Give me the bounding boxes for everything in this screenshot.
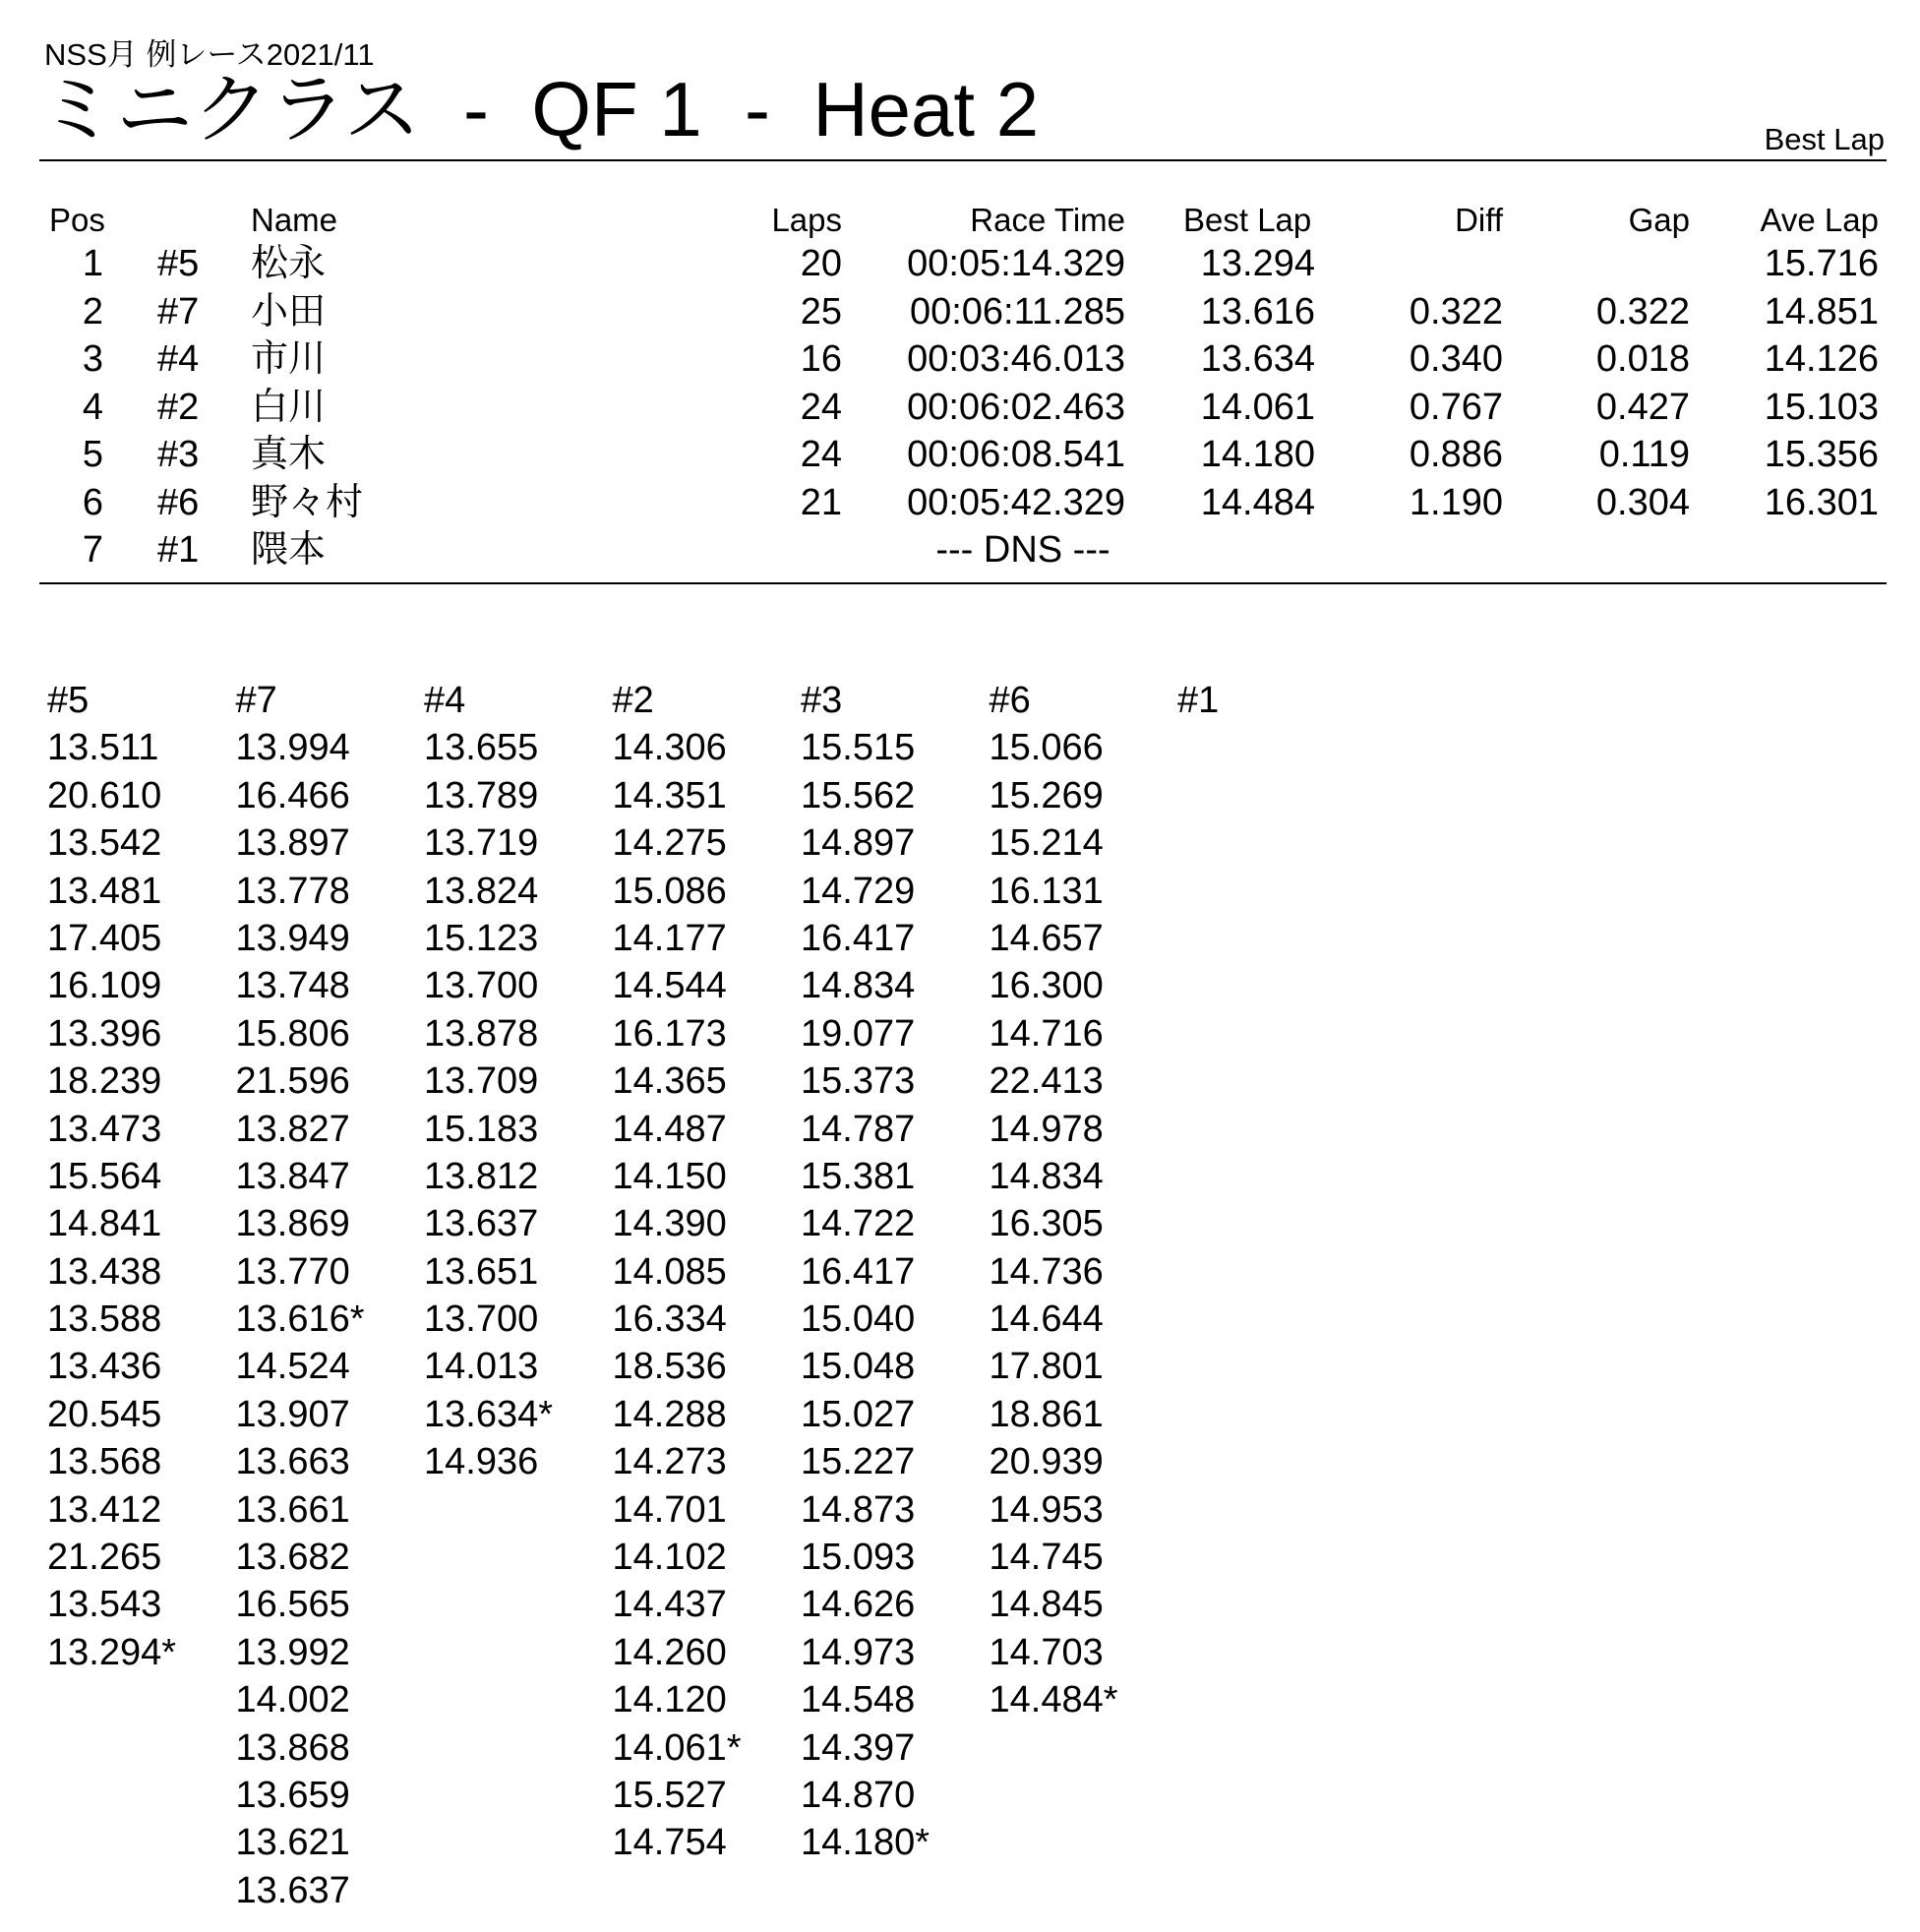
results-rule (39, 582, 1887, 584)
lap-time: 13.637 (235, 1869, 350, 1911)
lap-time: 13.827 (235, 1108, 350, 1150)
cell-race-time: 00:06:08.541 (907, 434, 1125, 475)
cell-pos: 3 (82, 338, 103, 380)
lap-time: 13.412 (47, 1488, 162, 1531)
lap-time: 15.527 (612, 1774, 727, 1816)
lap-time: 13.511 (47, 727, 159, 769)
lap-time: 14.787 (801, 1108, 916, 1150)
lap-time: 13.568 (47, 1441, 162, 1483)
lap-time: 13.481 (47, 870, 162, 912)
cell-race-time: 00:06:02.463 (907, 386, 1125, 428)
lap-time: 16.466 (235, 774, 350, 816)
cell-pos: 1 (82, 243, 103, 284)
lap-time: 14.754 (612, 1822, 727, 1864)
cell-gap: 0.427 (1595, 386, 1690, 428)
col-header-pos: Pos (49, 202, 105, 238)
lap-time: 14.845 (989, 1584, 1104, 1626)
lap-time: 13.812 (424, 1155, 539, 1197)
lap-time: 14.897 (801, 822, 916, 865)
lap-time: 13.659 (235, 1774, 350, 1816)
lap-time: 13.778 (235, 870, 350, 912)
lap-time: 14.544 (612, 965, 727, 1007)
lap-time: 15.086 (612, 870, 727, 912)
lap-column-header: #3 (801, 680, 843, 721)
lap-time: 13.869 (235, 1203, 350, 1245)
lap-time: 13.949 (235, 917, 350, 959)
lap-time: 14.013 (424, 1346, 539, 1388)
lap-time: 15.048 (801, 1346, 916, 1388)
lap-time: 13.294* (47, 1631, 177, 1673)
lap-time: 14.487 (612, 1108, 727, 1150)
lap-time: 14.120 (612, 1679, 727, 1721)
cell-pos: 2 (82, 290, 103, 332)
cell-car-number: #1 (157, 529, 200, 571)
lap-time: 13.907 (235, 1393, 350, 1435)
lap-time: 14.736 (989, 1250, 1104, 1293)
col-header-best-lap: Best Lap (1183, 202, 1312, 238)
lap-time: 15.123 (424, 917, 539, 959)
lap-time: 16.131 (989, 870, 1104, 912)
lap-time: 14.275 (612, 822, 727, 865)
col-header-diff: Diff (1455, 202, 1503, 238)
lap-time: 14.745 (989, 1537, 1104, 1579)
cell-best-lap: 13.634 (1200, 338, 1315, 380)
cell-laps: 20 (800, 243, 842, 284)
lap-column-header: #4 (424, 680, 466, 721)
cell-name: 市川 (251, 338, 327, 380)
lap-time: 14.973 (801, 1631, 916, 1673)
page-title: ミニクラス - QF 1 - Heat 2 (39, 66, 1040, 152)
lap-time: 14.626 (801, 1584, 916, 1626)
cell-car-number: #2 (157, 386, 200, 428)
lap-time: 13.709 (424, 1060, 539, 1103)
lap-time: 18.536 (612, 1346, 727, 1388)
lap-column (1177, 677, 1219, 724)
lap-column (801, 677, 930, 1867)
lap-time: 14.177 (612, 917, 727, 959)
lap-time: 13.824 (424, 870, 539, 912)
lap-time: 15.515 (801, 727, 916, 769)
lap-time: 15.806 (235, 1012, 350, 1055)
lap-time: 20.610 (47, 774, 162, 816)
lap-time: 21.596 (235, 1060, 350, 1103)
lap-time: 14.703 (989, 1631, 1104, 1673)
lap-time: 16.109 (47, 965, 162, 1007)
lap-time: 14.061* (612, 1726, 742, 1769)
cell-gap: 0.322 (1595, 290, 1690, 332)
lap-time: 14.644 (989, 1298, 1104, 1341)
lap-time: 13.543 (47, 1584, 162, 1626)
cell-laps: 24 (800, 386, 842, 428)
lap-time: 14.390 (612, 1203, 727, 1245)
cell-race-time: 00:06:11.285 (909, 290, 1125, 332)
lap-time: 16.300 (989, 965, 1104, 1007)
cell-diff: 0.322 (1409, 290, 1503, 332)
lap-time: 13.396 (47, 1012, 162, 1055)
lap-time: 13.637 (424, 1203, 539, 1245)
lap-time: 13.748 (235, 965, 350, 1007)
lap-time: 14.978 (989, 1108, 1104, 1150)
col-header-gap: Gap (1628, 202, 1690, 238)
lap-time: 13.770 (235, 1250, 350, 1293)
lap-time: 13.616* (235, 1298, 365, 1341)
cell-name: 小田 (251, 290, 327, 332)
lap-time: 21.265 (47, 1537, 162, 1579)
lap-time: 14.102 (612, 1537, 727, 1579)
lap-time: 14.834 (989, 1155, 1104, 1197)
lap-time: 14.524 (235, 1346, 350, 1388)
col-header-laps: Laps (771, 202, 842, 238)
lap-time: 15.027 (801, 1393, 916, 1435)
cell-laps: 21 (800, 481, 842, 523)
lap-time: 13.682 (235, 1537, 350, 1579)
cell-best-lap: 14.180 (1200, 434, 1315, 475)
lap-time: 22.413 (989, 1060, 1104, 1103)
lap-column (613, 677, 742, 1867)
lap-time: 13.473 (47, 1108, 162, 1150)
cell-best-lap: 13.616 (1200, 290, 1315, 332)
cell-best-lap: 13.294 (1200, 243, 1315, 284)
lap-column (236, 677, 365, 1914)
cell-ave-lap: 15.356 (1764, 434, 1879, 475)
lap-time: 14.288 (612, 1393, 727, 1435)
header-rule (39, 159, 1887, 161)
cell-name: 真木 (251, 434, 327, 475)
lap-time: 14.841 (47, 1203, 162, 1245)
lap-time: 15.227 (801, 1441, 916, 1483)
lap-column (424, 677, 553, 1486)
lap-column (990, 677, 1118, 1724)
lap-time: 14.002 (235, 1679, 350, 1721)
lap-time: 15.066 (989, 727, 1104, 769)
lap-time: 13.992 (235, 1631, 350, 1673)
cell-race-time: 00:03:46.013 (907, 338, 1125, 380)
lap-time: 13.661 (235, 1488, 350, 1531)
lap-time: 15.214 (989, 822, 1104, 865)
lap-time: 13.621 (235, 1822, 350, 1864)
lap-time: 14.484* (989, 1679, 1118, 1721)
lap-time: 16.565 (235, 1584, 350, 1626)
lap-time: 15.269 (989, 774, 1104, 816)
cell-diff: 0.767 (1409, 386, 1503, 428)
lap-time: 13.719 (424, 822, 539, 865)
lap-time: 20.939 (989, 1441, 1104, 1483)
lap-time: 13.438 (47, 1250, 162, 1293)
lap-time: 13.663 (235, 1441, 350, 1483)
lap-time: 17.405 (47, 917, 162, 959)
cell-pos: 5 (82, 434, 103, 475)
cell-car-number: #4 (157, 338, 200, 380)
lap-column-header: #7 (235, 680, 277, 721)
cell-car-number: #3 (157, 434, 200, 475)
sort-label: Best Lap (1764, 122, 1885, 156)
cell-pos: 6 (82, 481, 103, 523)
lap-time: 13.994 (235, 727, 350, 769)
cell-ave-lap: 15.103 (1764, 386, 1879, 428)
cell-pos: 7 (82, 529, 103, 571)
lap-time: 16.417 (801, 917, 916, 959)
cell-best-lap: 14.061 (1200, 386, 1315, 428)
lap-time: 15.373 (801, 1060, 916, 1103)
lap-time: 15.562 (801, 774, 916, 816)
cell-name: 隈本 (251, 529, 327, 571)
cell-car-number: #7 (157, 290, 200, 332)
lap-time: 14.273 (612, 1441, 727, 1483)
cell-diff: 0.340 (1409, 338, 1503, 380)
lap-time: 15.564 (47, 1155, 162, 1197)
lap-time: 14.150 (612, 1155, 727, 1197)
lap-time: 13.847 (235, 1155, 350, 1197)
cell-diff: 0.886 (1409, 434, 1503, 475)
lap-time: 14.953 (989, 1488, 1104, 1531)
cell-car-number: #5 (157, 243, 200, 284)
lap-column-header: #5 (47, 680, 90, 721)
lap-time: 14.701 (612, 1488, 727, 1531)
col-header-race-time: Race Time (970, 202, 1125, 238)
cell-laps: 25 (800, 290, 842, 332)
lap-time: 14.351 (612, 774, 727, 816)
lap-time: 16.305 (989, 1203, 1104, 1245)
lap-time: 18.861 (989, 1393, 1104, 1435)
cell-race-time: --- DNS --- (935, 529, 1110, 571)
lap-time: 13.868 (235, 1726, 350, 1769)
cell-race-time: 00:05:42.329 (907, 481, 1125, 523)
lap-time: 15.381 (801, 1155, 916, 1197)
cell-ave-lap: 15.716 (1764, 243, 1879, 284)
lap-time: 14.657 (989, 917, 1104, 959)
lap-time: 16.334 (612, 1298, 727, 1341)
cell-diff: 1.190 (1409, 481, 1503, 523)
cell-pos: 4 (82, 386, 103, 428)
lap-time: 14.936 (424, 1441, 539, 1483)
lap-time: 13.634* (424, 1393, 554, 1435)
lap-time: 14.260 (612, 1631, 727, 1673)
cell-laps: 16 (800, 338, 842, 380)
lap-time: 13.878 (424, 1012, 539, 1055)
lap-time: 16.417 (801, 1250, 916, 1293)
lap-time: 14.085 (612, 1250, 727, 1293)
lap-time: 14.397 (801, 1726, 916, 1769)
lap-time: 14.365 (612, 1060, 727, 1103)
col-header-ave-lap: Ave Lap (1760, 202, 1879, 238)
cell-laps: 24 (800, 434, 842, 475)
lap-time: 14.834 (801, 965, 916, 1007)
cell-ave-lap: 16.301 (1764, 481, 1879, 523)
lap-time: 13.897 (235, 822, 350, 865)
cell-name: 松永 (251, 243, 327, 284)
lap-time: 14.729 (801, 870, 916, 912)
lap-time: 19.077 (801, 1012, 916, 1055)
lap-time: 14.870 (801, 1774, 916, 1816)
lap-column-header: #1 (1177, 680, 1220, 721)
lap-time: 13.655 (424, 727, 539, 769)
lap-time: 14.306 (612, 727, 727, 769)
cell-ave-lap: 14.851 (1764, 290, 1879, 332)
cell-ave-lap: 14.126 (1764, 338, 1879, 380)
lap-time: 14.873 (801, 1488, 916, 1531)
cell-car-number: #6 (157, 481, 200, 523)
lap-time: 13.700 (424, 965, 539, 1007)
lap-time: 14.716 (989, 1012, 1104, 1055)
lap-time: 15.183 (424, 1108, 539, 1150)
lap-time: 13.789 (424, 774, 539, 816)
lap-column (47, 677, 176, 1676)
lap-time: 18.239 (47, 1060, 162, 1103)
cell-gap: 0.018 (1595, 338, 1690, 380)
lap-time: 20.545 (47, 1393, 162, 1435)
lap-time: 13.436 (47, 1346, 162, 1388)
lap-time: 14.180* (801, 1822, 930, 1864)
lap-time: 14.437 (612, 1584, 727, 1626)
lap-time: 14.722 (801, 1203, 916, 1245)
cell-best-lap: 14.484 (1200, 481, 1315, 523)
lap-column-header: #2 (612, 680, 654, 721)
lap-time: 13.651 (424, 1250, 539, 1293)
cell-gap: 0.304 (1595, 481, 1690, 523)
lap-time: 16.173 (612, 1012, 727, 1055)
lap-time: 15.040 (801, 1298, 916, 1341)
cell-race-time: 00:05:14.329 (907, 243, 1125, 284)
cell-name: 白川 (251, 386, 327, 428)
event-subtitle: NSS月 例レース2021/11 (44, 37, 375, 72)
lap-column-header: #6 (989, 680, 1031, 721)
lap-time: 14.548 (801, 1679, 916, 1721)
col-header-name: Name (251, 202, 338, 238)
lap-time: 13.700 (424, 1298, 539, 1341)
lap-time: 13.542 (47, 822, 162, 865)
lap-time: 13.588 (47, 1298, 162, 1341)
lap-time: 17.801 (989, 1346, 1104, 1388)
cell-name: 野々村 (251, 481, 364, 523)
lap-time: 15.093 (801, 1537, 916, 1579)
cell-gap: 0.119 (1598, 434, 1690, 475)
